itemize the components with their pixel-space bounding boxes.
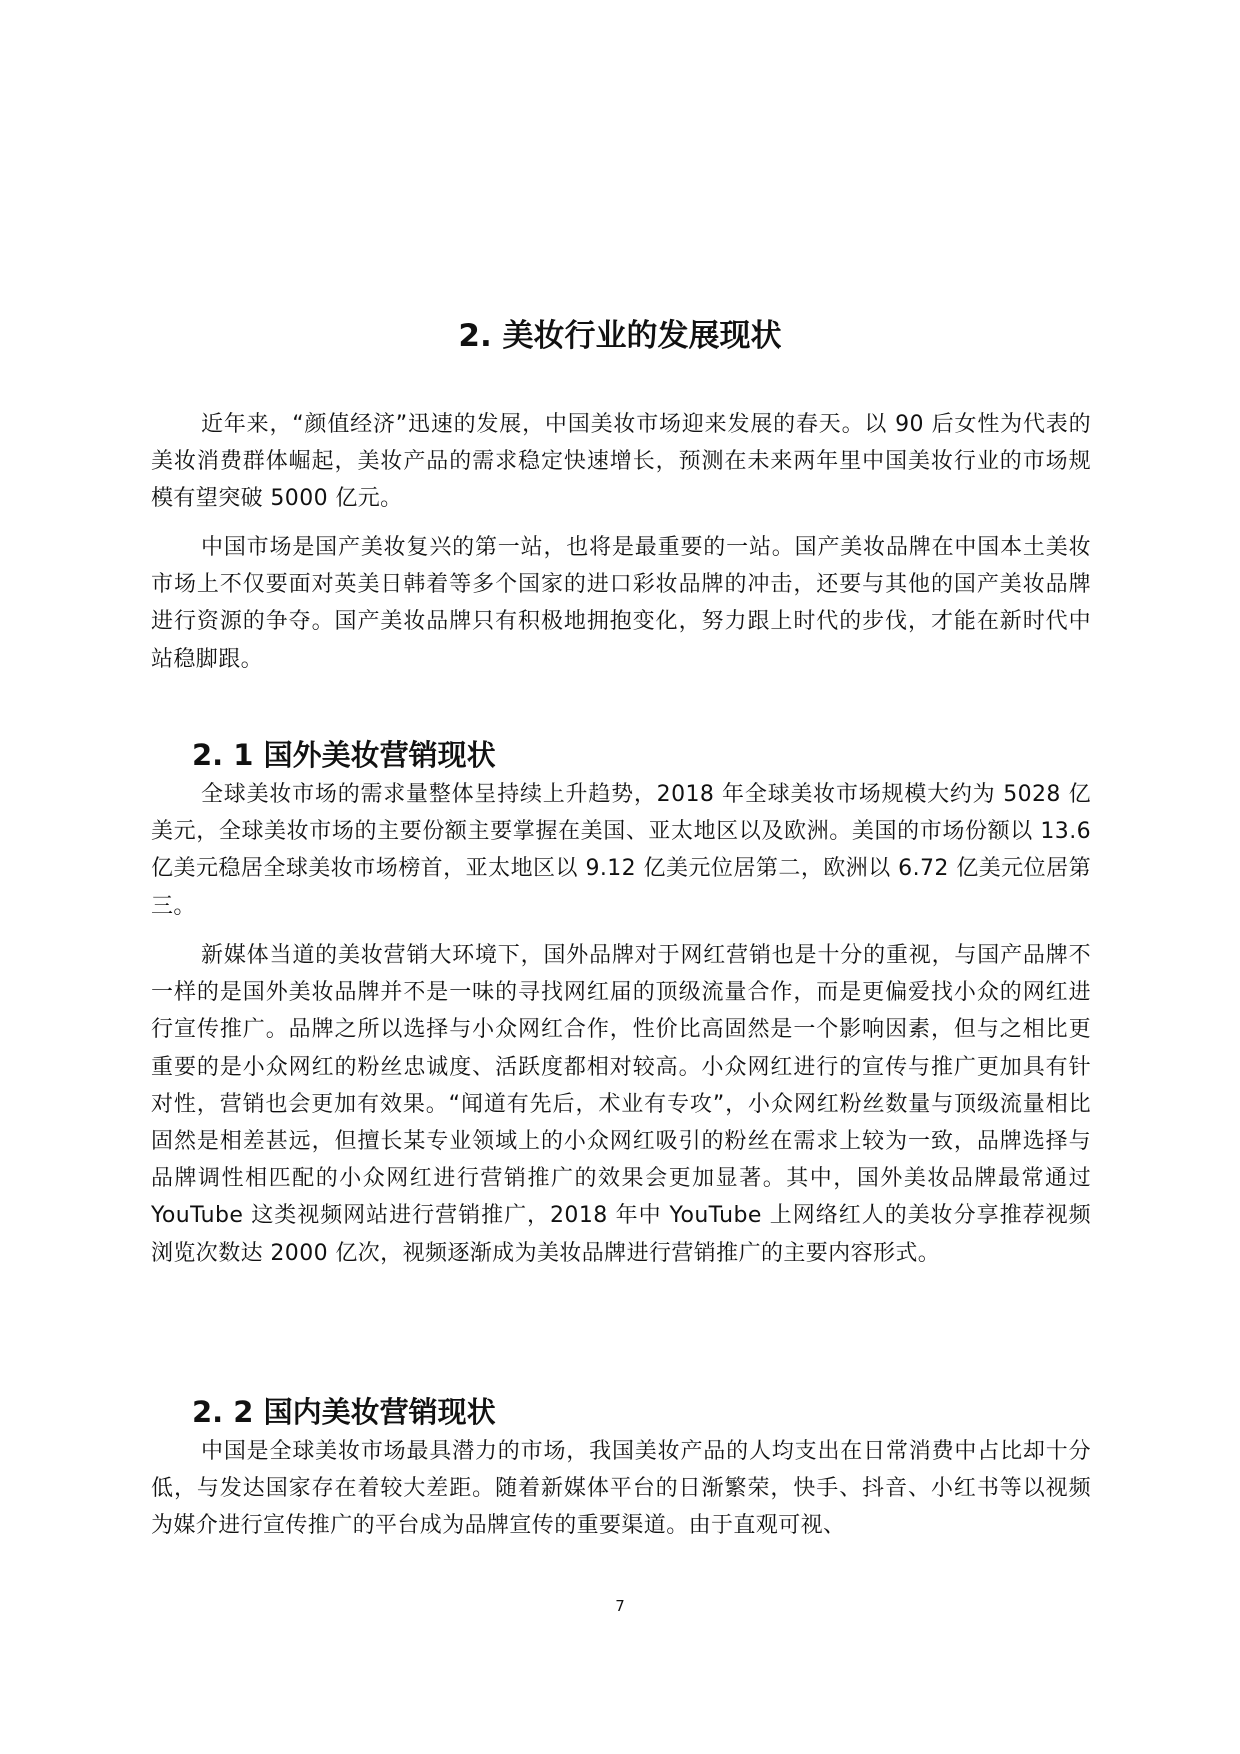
intro-paragraph-1: 近年来，“颜值经济”迅速的发展，中国美妆市场迎来发展的春天。以 90 后女性为代表的美妆消费群体崛起，美妆产品的需求稳定快速增长，预测在未来两年里中国美妆行业的市场规模有望突破 5000 亿元。 xyxy=(151,412,1091,512)
subsection-title-1: 2. 1 国外美妆营销现状 xyxy=(192,738,496,772)
subsection-1-paragraph-2: 新媒体当道的美妆营销大环境下，国外品牌对于网红营销也是十分的重视，与国产品牌不一样的是国外美妆品牌并不是一味的寻找网红届的顶级流量合作，而是更偏爱找小众的网红进行宣传推广。品牌之所以选择与小众网红合作，性价比高固然是一个影响因素，但与之相比更重要的是小众网红的粉丝忠诚度、活跃度都相对较高。小众网红进行的宣传与推广更加具有针对性，营销也会更加有效果。“闻道有先后，术业有专攻”，小众网红粉丝数量与顶级流量相比固然是相差甚远，但擅长某专业领域上的小众网红吸引的粉丝在需求上较为一致，品牌选择与品牌调性相匹配的小众网红进行营销推广的效果会更加显著。其中，国外美妆品牌最常通过 YouTube 这类视频网站进行营销推广，2018 年中 YouTube 上网络红人的美妆分享推荐视频浏览次数达 2000 亿次，视频逐渐成为美妆品牌进行营销推广的主要内容形式。 xyxy=(151,943,1091,1266)
subsection-1-paragraph-1: 全球美妆市场的需求量整体呈持续上升趋势，2018 年全球美妆市场规模大约为 5028 亿美元，全球美妆市场的主要份额主要掌握在美国、亚太地区以及欧洲。美国的市场份额以 13.6 亿美元稳居全球美妆市场榜首，亚太地区以 9.12 亿美元位居第二，欧洲以 6.72 亿美元位居第三。 xyxy=(151,782,1091,919)
subsection-title-2: 2. 2 国内美妆营销现状 xyxy=(192,1395,496,1429)
page-number: 7 xyxy=(615,1597,625,1615)
subsection-2-paragraph-1: 中国是全球美妆市场最具潜力的市场，我国美妆产品的人均支出在日常消费中占比却十分低，与发达国家存在着较大差距。随着新媒体平台的日渐繁荣，快手、抖音、小红书等以视频为媒介进行宣传推广的平台成为品牌宣传的重要渠道。由于直观可视、 xyxy=(151,1439,1091,1539)
intro-paragraph-2: 中国市场是国产美妆复兴的第一站，也将是最重要的一站。国产美妆品牌在中国本土美妆市场上不仅要面对英美日韩着等多个国家的进口彩妆品牌的冲击，还要与其他的国产美妆品牌进行资源的争夺。国产美妆品牌只有积极地拥抱变化，努力跟上时代的步伐，才能在新时代中站稳脚跟。 xyxy=(151,535,1091,672)
section-title: 2. 美妆行业的发展现状 xyxy=(458,318,782,354)
